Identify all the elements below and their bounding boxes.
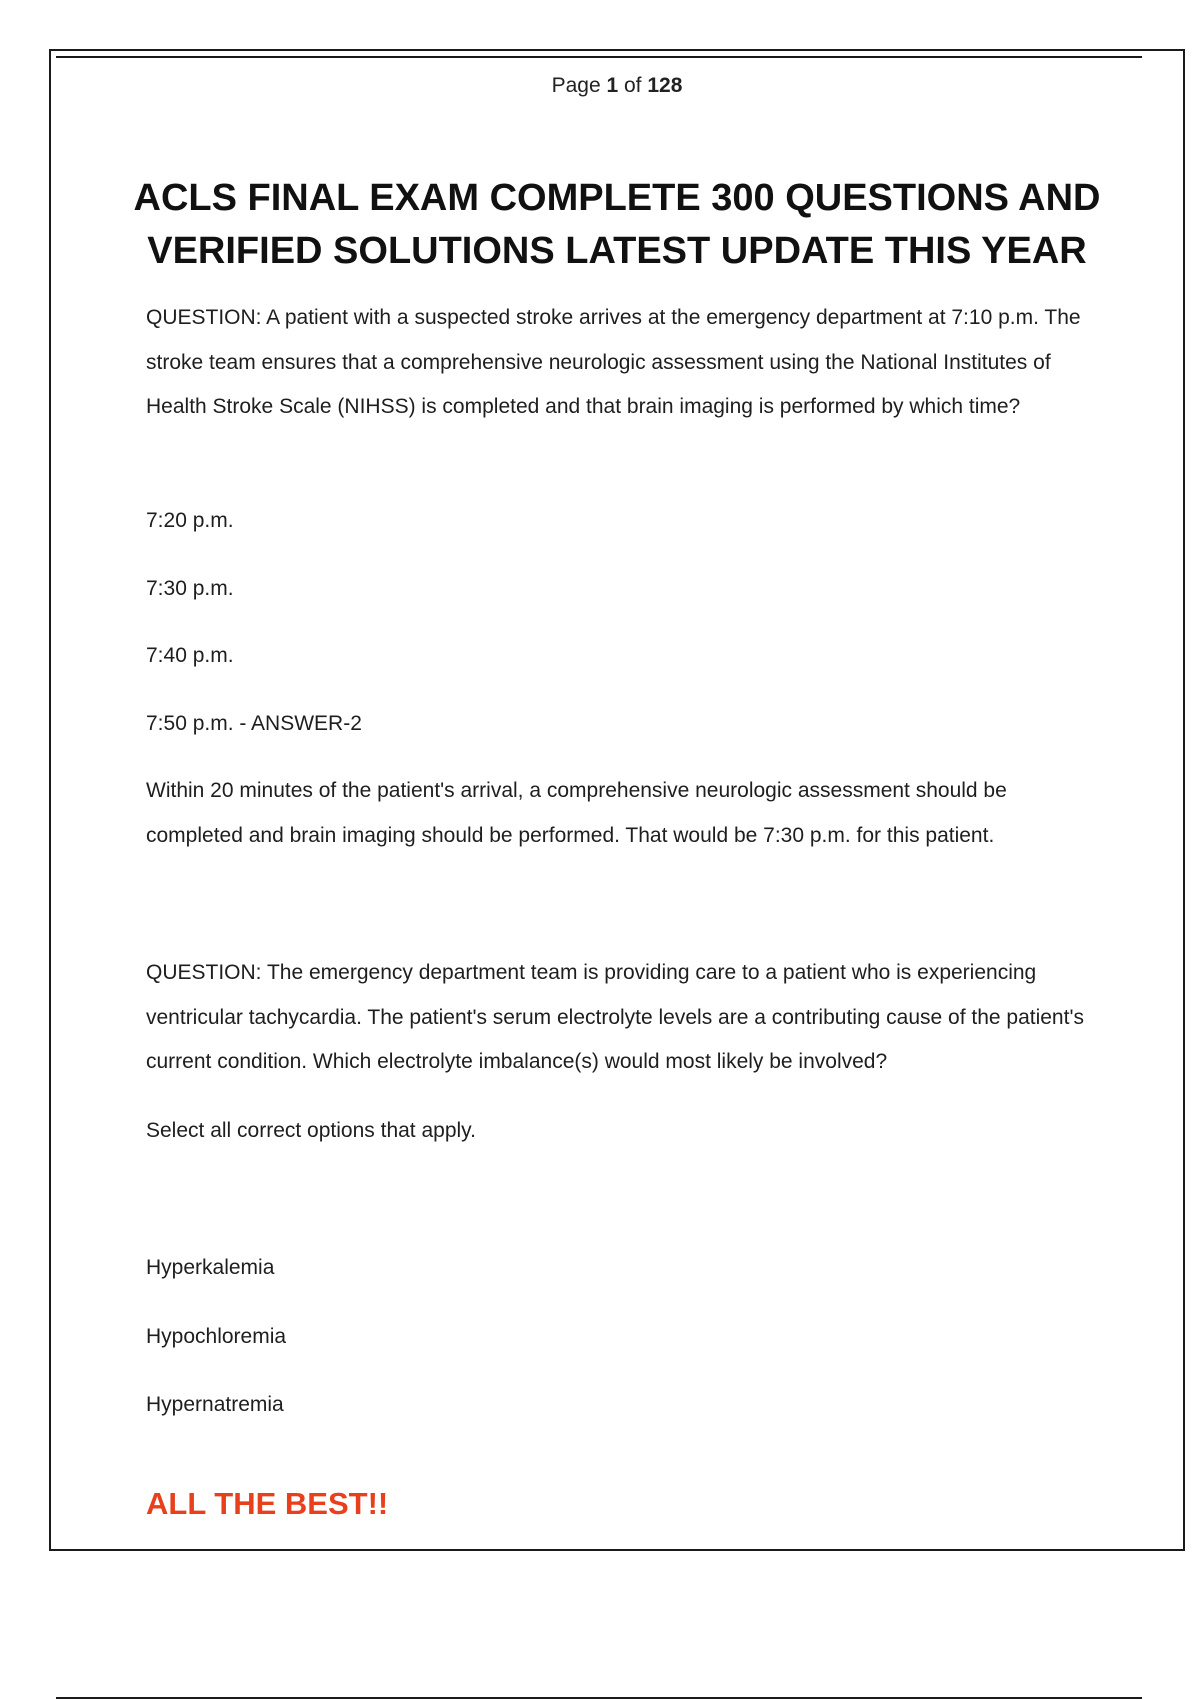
question-2-instruction: Select all correct options that apply.: [146, 1119, 476, 1142]
closing-message: ALL THE BEST!!: [146, 1486, 389, 1521]
title-line-2: VERIFIED SOLUTIONS LATEST UPDATE THIS YEAR: [147, 230, 1087, 272]
bottom-rule: [56, 1697, 1142, 1699]
question-1-text: QUESTION: A patient with a suspected stroke arrives at the emergency department at 7:10 p.m. The stroke team ensures that a comprehensive neurologic assessment using the National Institutes of Health Stroke Scale (NIHSS) is completed and that brain imaging is performed by which time?: [146, 306, 1081, 418]
question-2-option-1: Hyperkalemia: [146, 1256, 275, 1279]
question-1-explanation: Within 20 minutes of the patient's arrival, a comprehensive neurologic assessment should be completed and brain imaging should be performed. That would be 7:30 p.m. for this patient.: [146, 779, 1007, 847]
question-1-option-3: 7:40 p.m.: [146, 644, 234, 667]
question-1-option-2: 7:30 p.m.: [146, 577, 234, 600]
title-line-1: ACLS FINAL EXAM COMPLETE 300 QUESTIONS AND: [133, 177, 1101, 219]
document-title: [100, 172, 1134, 278]
question-2-text: QUESTION: The emergency department team is providing care to a patient who is experiencing ventricular tachycardia. The patient's serum electrolyte levels are a contributing cause of the patient's current condition. Which electrolyte imbalance(s) would most likely be involved?: [146, 961, 1084, 1073]
page-number: Page 1 of 128: [551, 74, 683, 97]
question-2-option-3: Hypernatremia: [146, 1393, 284, 1416]
question-1-option-4: 7:50 p.m. - ANSWER-2: [146, 712, 362, 735]
top-rule: [56, 56, 1142, 58]
question-2-option-2: Hypochloremia: [146, 1325, 287, 1348]
question-1-option-1: 7:20 p.m.: [146, 509, 234, 532]
